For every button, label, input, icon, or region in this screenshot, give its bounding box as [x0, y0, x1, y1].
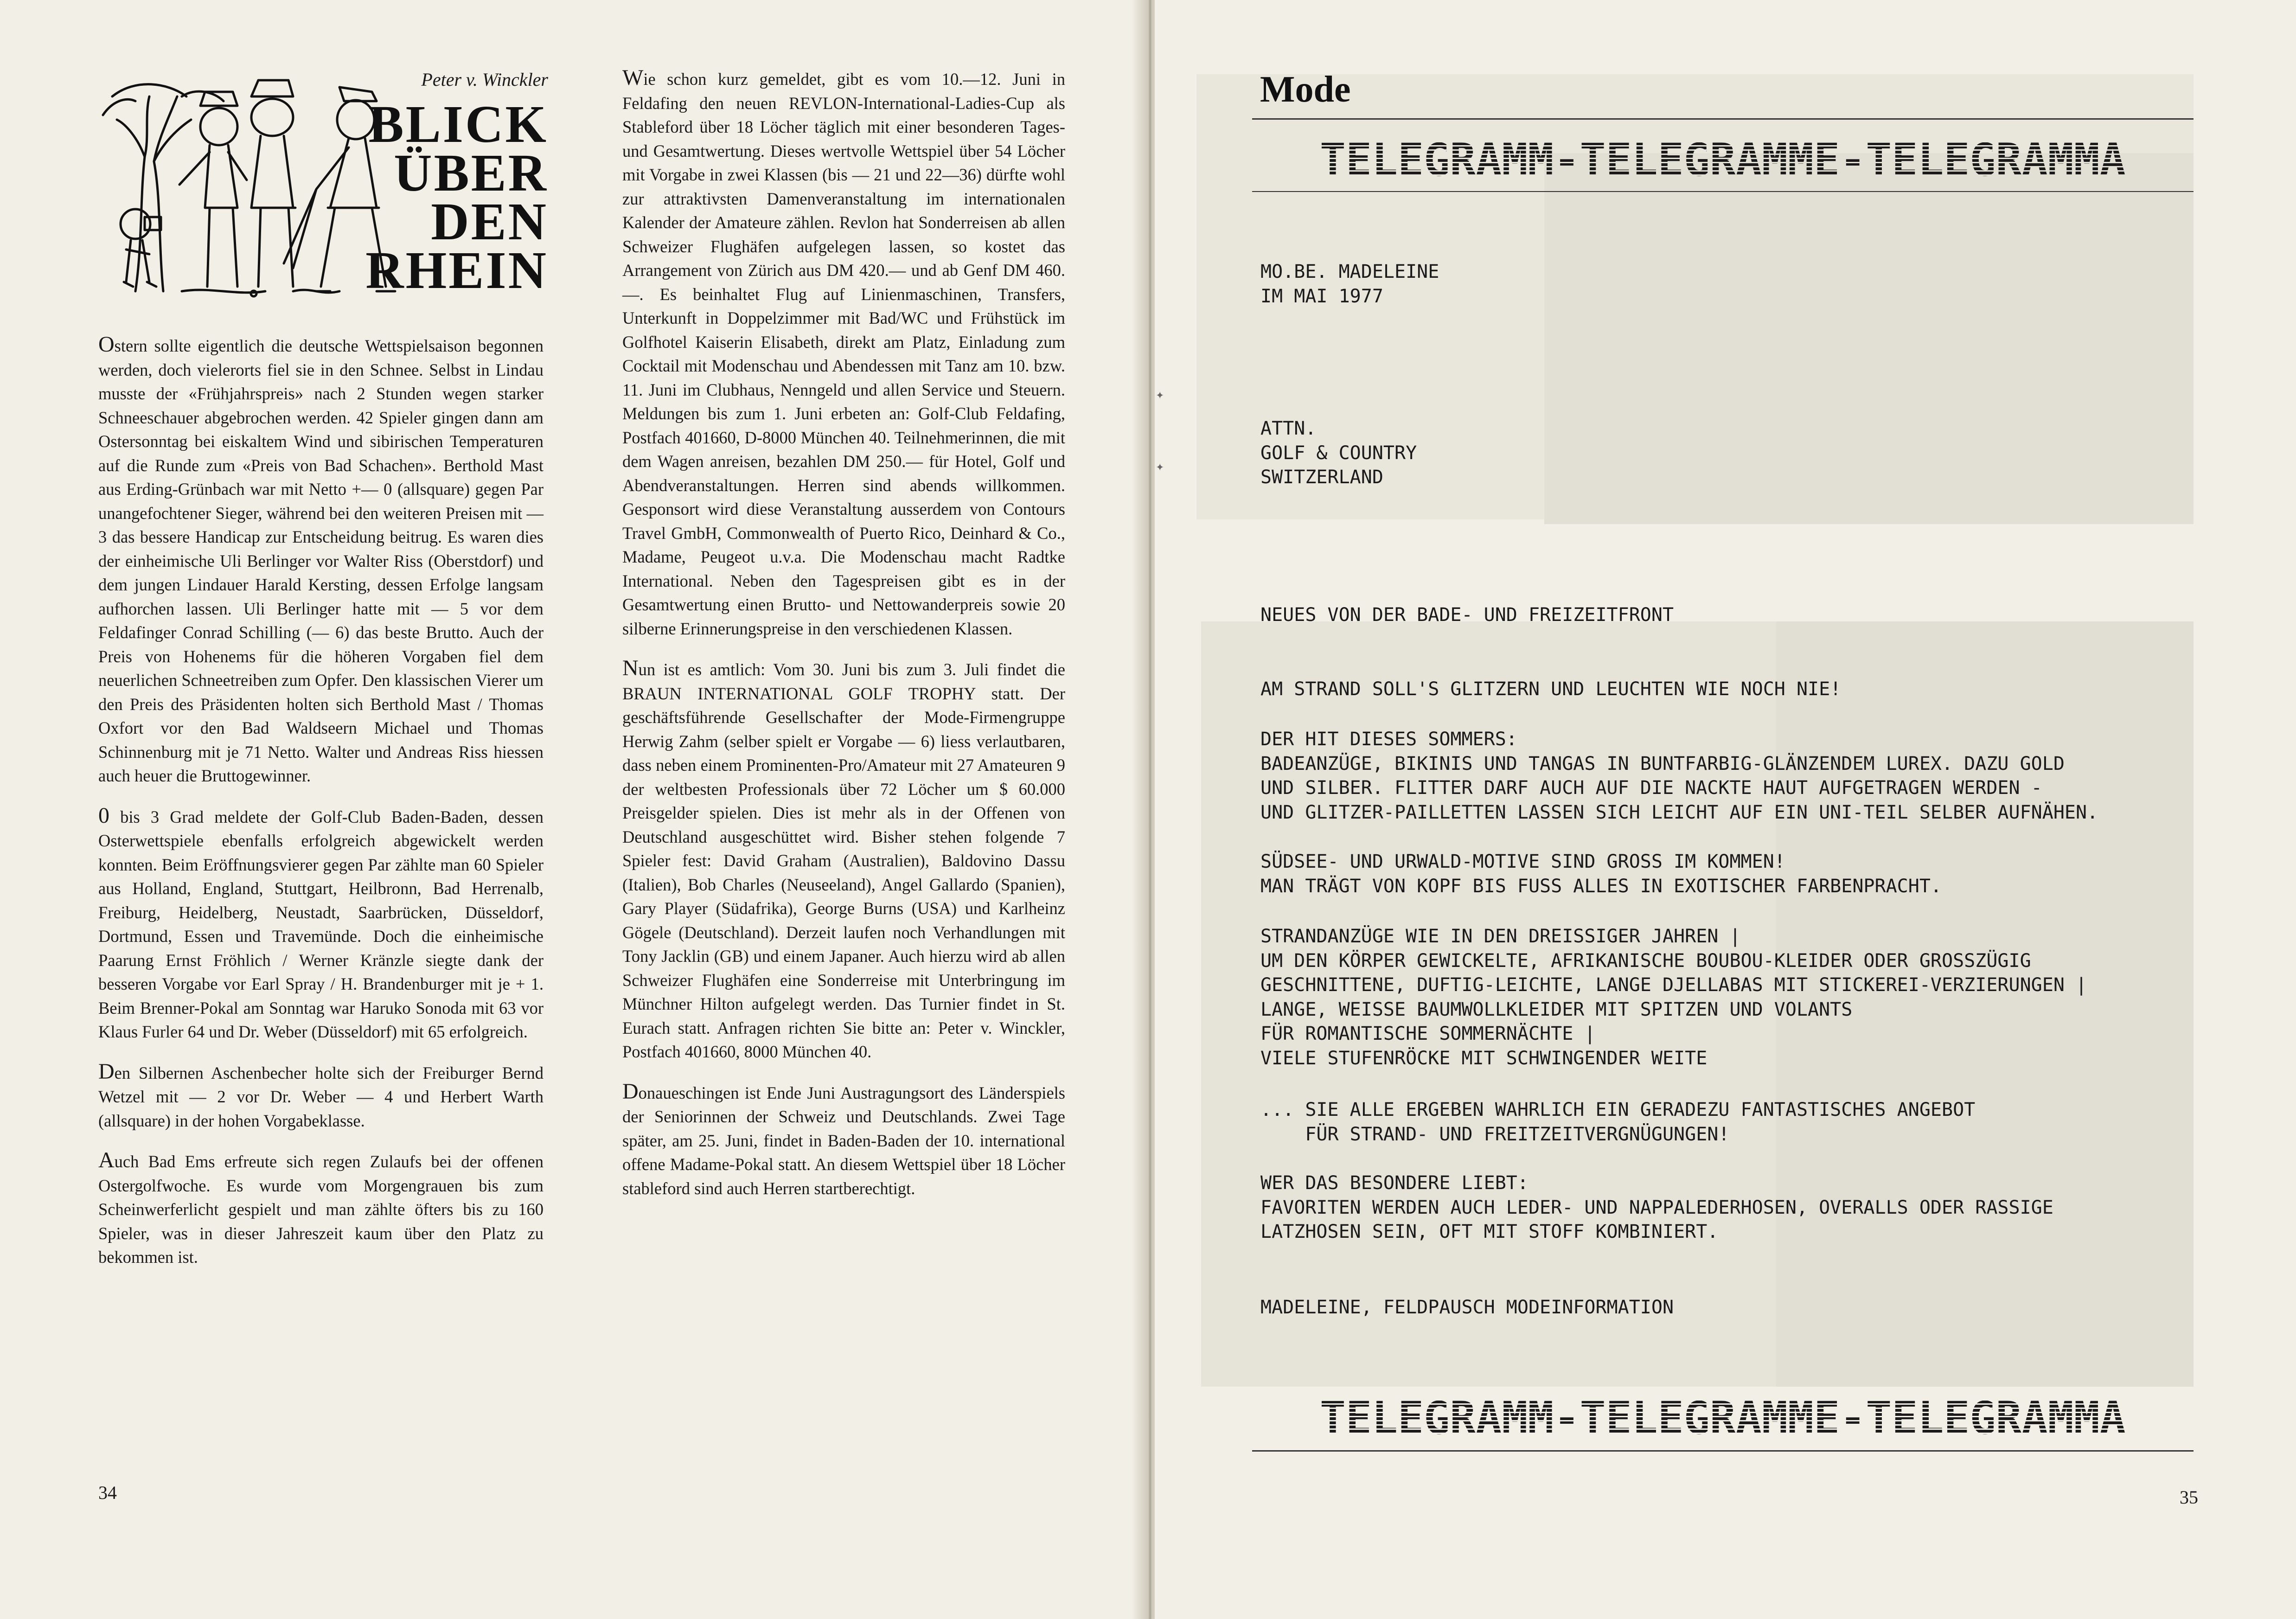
telex-line: MAN TRÄGT VON KOPF BIS FUSS ALLES IN EXOTISCHER FARBENPRACHT. [1260, 875, 1942, 897]
paragraph-text: uch Bad Ems erfreute sich regen Zulaufs bei der offenen Ostergolfwoche. Es wurde vom Morgengrauen bis zum Scheinwerferlicht gespielt und man zählte öfters bis zu 160 Spieler, was in dieser Jahreszeit kaum über den Platz zu bekommen ist. [98, 1152, 544, 1267]
telex-glitter-line: AM STRAND SOLL'S GLITZERN UND LEUCHTEN WIE NOCH NIE! [1260, 678, 1842, 700]
paragraph-text: en Silbernen Aschenbecher holte sich der Freiburger Bernd Wetzel mit — 2 vor Dr. Weber — 4 und Herbert Warth (allsquare) in der hohen Vorgabeklasse. [98, 1063, 544, 1130]
telex-line: STRANDANZÜGE WIE IN DEN DREISSIGER JAHREN | [1260, 926, 1741, 947]
telex-line: VIELE STUFENRÖCKE MIT SCHWINGENDER WEITE [1260, 1047, 1708, 1069]
telegram-banner-top [1252, 135, 2194, 184]
paragraph [98, 805, 544, 1044]
paragraph [98, 1061, 544, 1133]
paragraph-initial: W [622, 65, 644, 90]
paragraph-text: ie schon kurz gemeldet, gibt es vom 10.—12. Juni in Feldafing den neuen REVLON-International-Ladies-Cup als Stableford über 18 Löcher täglich mit einer besonderen Tages- und Gesamtwertung. Dieses wertvolle Wettspiel über 54 Löcher mit Vorgabe in zwei Klassen (bis — 21 und 22—36) dürfte wohl zur attraktivsten Damenveranstaltung im internationalen Kalender der Amateure zählen. Revlon hat Sonderreisen ab allen Schweizer Flughäfen aufgelegen lassen, so kostet das Arrangement von Zürich aus DM 420.— und ab Genf DM 460.—. Es beinhaltet Flug auf Linienmaschinen, Transfers, Unterkunft in Doppelzimmer mit Bad/WC und Frühstück im Golfhotel Kaiserin Elisabeth, direkt am Platz, Einladung zum Cocktail mit Modenschau und Abendessen mit Tanz am 10. bzw. 11. Juni im Clubhaus, Nenngeld und allen Service und Steuern. Meldungen bis zum 1. Juni erbeten an: Golf-Club Feldafing, Postfach 401660, D-8000 München 40. Teilnehmerinnen, die mit dem Wagen anreisen, bezahlen DM 250.— für Hotel, Golf und Abendveranstaltungen. Herren sind abends willkommen. Gesponsort wird diese Veranstaltung ausserdem von Contours Travel GmbH, Commonwealth of Puerto Rico, Deinhard & Co., Madame, Peugeot u.v.a. Die Modenschau macht Radtke International. Neben den Tagespreisen gibt es in der Gesamtwertung einen Brutto- und Nettowanderpreis sowie 20 silberne Erinnerungspreise in den verschiedenen Klassen. [622, 70, 1065, 638]
headline-line: DEN [431, 192, 548, 251]
telex-line: ... SIE ALLE ERGEBEN WAHRLICH EIN GERADEZU FANTASTISCHES ANGEBOT [1260, 1099, 1976, 1120]
telex-special-block [1260, 1171, 2053, 1244]
left-page [0, 0, 1145, 1619]
telex-line: SÜDSEE- UND URWALD-MOTIVE SIND GROSS IM KOMMEN! [1260, 851, 1785, 872]
title-rule [1252, 118, 2194, 120]
paragraph [622, 1081, 1065, 1201]
telex-subject: NEUES VON DER BADE- UND FREIZEITFRONT [1260, 604, 1674, 626]
paragraph-initial: D [622, 1079, 639, 1104]
telex-line: LATZHOSEN SEIN, OFT MIT STOFF KOMBINIERT. [1260, 1221, 1719, 1242]
telex-attn [1260, 416, 1417, 490]
telex-line: DER HIT DIESES SOMMERS: [1260, 729, 1517, 750]
telegram-banner-bottom [1252, 1394, 2194, 1442]
page-number: 35 [2180, 1487, 2198, 1508]
banner-rule [1252, 1450, 2194, 1452]
paragraph [622, 67, 1065, 640]
paragraph-text: un ist es amtlich: Vom 30. Juni bis zum 3. Juli findet die BRAUN INTERNATIONAL GOLF TROPHY statt. Der geschäftsführende Gesellschafter der Mode-Firmengruppe Herwig Zahm (selber spielt er Vorgabe — 6) liess verlautbaren, dass neben einem Prominenten-Pro/Amateur mit 27 Amateuren 9 der weltbesten Professionals über 72 Löcher um $ 60.000 Preisgelder spielen. Dies ist mehr als in der Offenen von Deutschland ausgeschüttet wird. Bisher stehen folgende 7 Spieler fest: David Graham (Australien), Baldovino Dassu (Italien), Bob Charles (Neuseeland), Angel Gallardo (Spanien), Gary Player (Südafrika), George Burns (USA) und Karlheinz Gögele (Deutschland). Derzeit laufen noch Verhandlungen mit Tony Jacklin (GB) und einem Japaner. Auch hierzu wird ab allen Schweizer Flughäfen eine Sonderreise mit Unterbringung im Münchner Hilton aufgelegt werden. Das Turnier findet in St. Eurach statt. Anfragen richten Sie bitte an: Peter v. Winckler, Postfach 401660, 8000 München 40. [622, 660, 1065, 1061]
telex-line: LANGE, WEISSE BAUMWOLLKLEIDER MIT SPITZEN UND VOLANTS [1260, 998, 1853, 1020]
section-title: Mode [1260, 69, 1351, 110]
telex-line: UND SILBER. FLITTER DARF AUCH AUF DIE NACKTE HAUT AUFGETRAGEN WERDEN - [1260, 777, 2042, 799]
page-number: 34 [98, 1482, 117, 1503]
binding-mark: ✦ [1156, 390, 1164, 401]
paragraph [98, 1150, 544, 1269]
paragraph [98, 334, 544, 788]
telex-line: WER DAS BESONDERE LIEBT: [1260, 1172, 1529, 1194]
banner-text: TELEGRAMM-TELEGRAMME-TELEGRAMMA [1320, 1392, 2126, 1444]
telex-line: FAVORITEN WERDEN AUCH LEDER- UND NAPPALEDERHOSEN, OVERALLS ODER RASSIGE [1260, 1197, 2053, 1218]
paragraph-initial: D [98, 1059, 115, 1084]
article-headline [325, 95, 548, 300]
binding-mark: ✦ [1156, 461, 1164, 473]
article-column-1 [98, 334, 544, 1286]
telex-line: ATTN. [1260, 418, 1317, 439]
paragraph-initial: 0 [98, 803, 109, 828]
article-byline: Peter v. Winckler [421, 69, 548, 90]
telex-line: BADEANZÜGE, BIKINIS UND TANGAS IN BUNTFARBIG-GLÄNZENDEM LUREX. DAZU GOLD [1260, 753, 2065, 774]
paragraph-text: onaueschingen ist Ende Juni Austragungsort des Länderspiels der Seniorinnen der Schweiz und Deutschlands. Zwei Tage später, am 25. Juni, findet in Baden-Baden der 10. international offene Madame-Pokal statt. An diesem Wettspiel über 18 Löcher stableford sind auch Herren startberechtigt. [622, 1083, 1065, 1198]
telex-line: MO.BE. MADELEINE [1260, 261, 1439, 282]
telex-line: UND GLITZER-PAILLETTEN LASSEN SICH LEICHT AUF EIN UNI-TEIL SELBER AUFNÄHEN. [1260, 801, 2098, 823]
paragraph [622, 658, 1065, 1064]
paragraph-initial: N [622, 656, 639, 680]
paragraph-initial: A [98, 1148, 115, 1172]
telex-list-block [1260, 924, 2087, 1070]
paragraph-initial: O [98, 332, 115, 357]
telex-hit-block [1260, 727, 2098, 825]
headline-line: ÜBER [394, 143, 548, 202]
telex-line: SWITZERLAND [1260, 467, 1383, 488]
telex-line: FÜR STRAND- UND FREITZEITVERGNÜGUNGEN! [1260, 1123, 1730, 1145]
headline-line: BLICK [368, 95, 548, 154]
telex-header [1260, 260, 1439, 308]
telex-line: IM MAI 1977 [1260, 285, 1383, 307]
telex-offer-block [1260, 1098, 1975, 1146]
headline-line: RHEIN [365, 241, 548, 300]
paragraph-text: stern sollte eigentlich die deutsche Wettspielsaison begonnen werden, doch vielerorts fiel sie in den Schnee. Selbst in Lindau musste der «Frühjahrspreis» nach 2 Stunden wegen starker Schneeschauer abgebrochen werden. 42 Spieler gingen dann am Ostersonntag bei eiskaltem Wind und sibirischen Temperaturen auf die Runde zum «Preis von Bad Schachen». Berthold Mast aus Erding-Grünbach war mit Netto +— 0 (allsquare) gegen Par unangefochtener Sieger, während bei den weiteren Preisen mit — 3 das bessere Handicap zur Entscheidung beitrug. Es waren dies der einheimische Uli Berlinger vor Walter Riss (Oberstdorf) und dem jungen Lindauer Harald Kersting, dessen Erfolge langsam aufhorchen lassen. Uli Berlinger hatte mit — 5 vor dem Feldafinger Conrad Schilling (— 6) das beste Brutto. Auch der Preis von Hohenems für die höheren Vorgaben fiel dem neuerlichen Schneetreiben zum Opfer. Den klassischen Vierer um den Preis des Präsidenten holten sich Berthold Mast / Thomas Oxfort vor den Bad Waldseern Michael und Thomas Schinnenburg mit je 71 Netto. Walter und Andreas Riss hiessen auch heuer die Bruttogewinner. [98, 336, 544, 785]
paragraph-text: bis 3 Grad meldete der Golf-Club Baden-Baden, dessen Osterwettspiele ebenfalls erfolgreich abgewickelt werden konnten. Beim Eröffnungsvierer gegen Par zählte man 60 Spieler aus Holland, England, Stuttgart, Heilbronn, Bad Herrenalb, Freiburg, Heidelberg, Neustadt, Saarbrücken, Düsseldorf, Dortmund, Essen und Travemünde. Doch die einheimische Paarung Ernst Fröhlich / Werner Kränzle siegte dank der besseren Vorgabe vor Earl Spray / H. Brandenburger mit je + 1. Beim Brenner-Pokal am Sonntag war Haruko Sonoda mit 63 vor Klaus Furler 64 und Dr. Weber (Düsseldorf) mit 65 erfolgreich. [98, 807, 544, 1041]
telex-line: GESCHNITTENE, DUFTIG-LEICHTE, LANGE DJELLABAS MIT STICKEREI-VERZIERUNGEN | [1260, 974, 2087, 996]
telex-exotic-block [1260, 850, 1942, 898]
banner-rule [1252, 191, 2194, 192]
telex-signature: MADELEINE, FELDPAUSCH MODEINFORMATION [1260, 1297, 1674, 1318]
telex-line: UM DEN KÖRPER GEWICKELTE, AFRIKANISCHE BOUBOU-KLEIDER ODER GROSSZÜGIG [1260, 950, 2031, 972]
telex-line: FÜR ROMANTISCHE SOMMERNÄCHTE | [1260, 1023, 1596, 1044]
telex-line: GOLF & COUNTRY [1260, 442, 1417, 464]
banner-text: TELEGRAMM-TELEGRAMME-TELEGRAMMA [1320, 134, 2126, 186]
show-through-block [1544, 153, 2194, 524]
article-column-2 [622, 67, 1065, 1217]
